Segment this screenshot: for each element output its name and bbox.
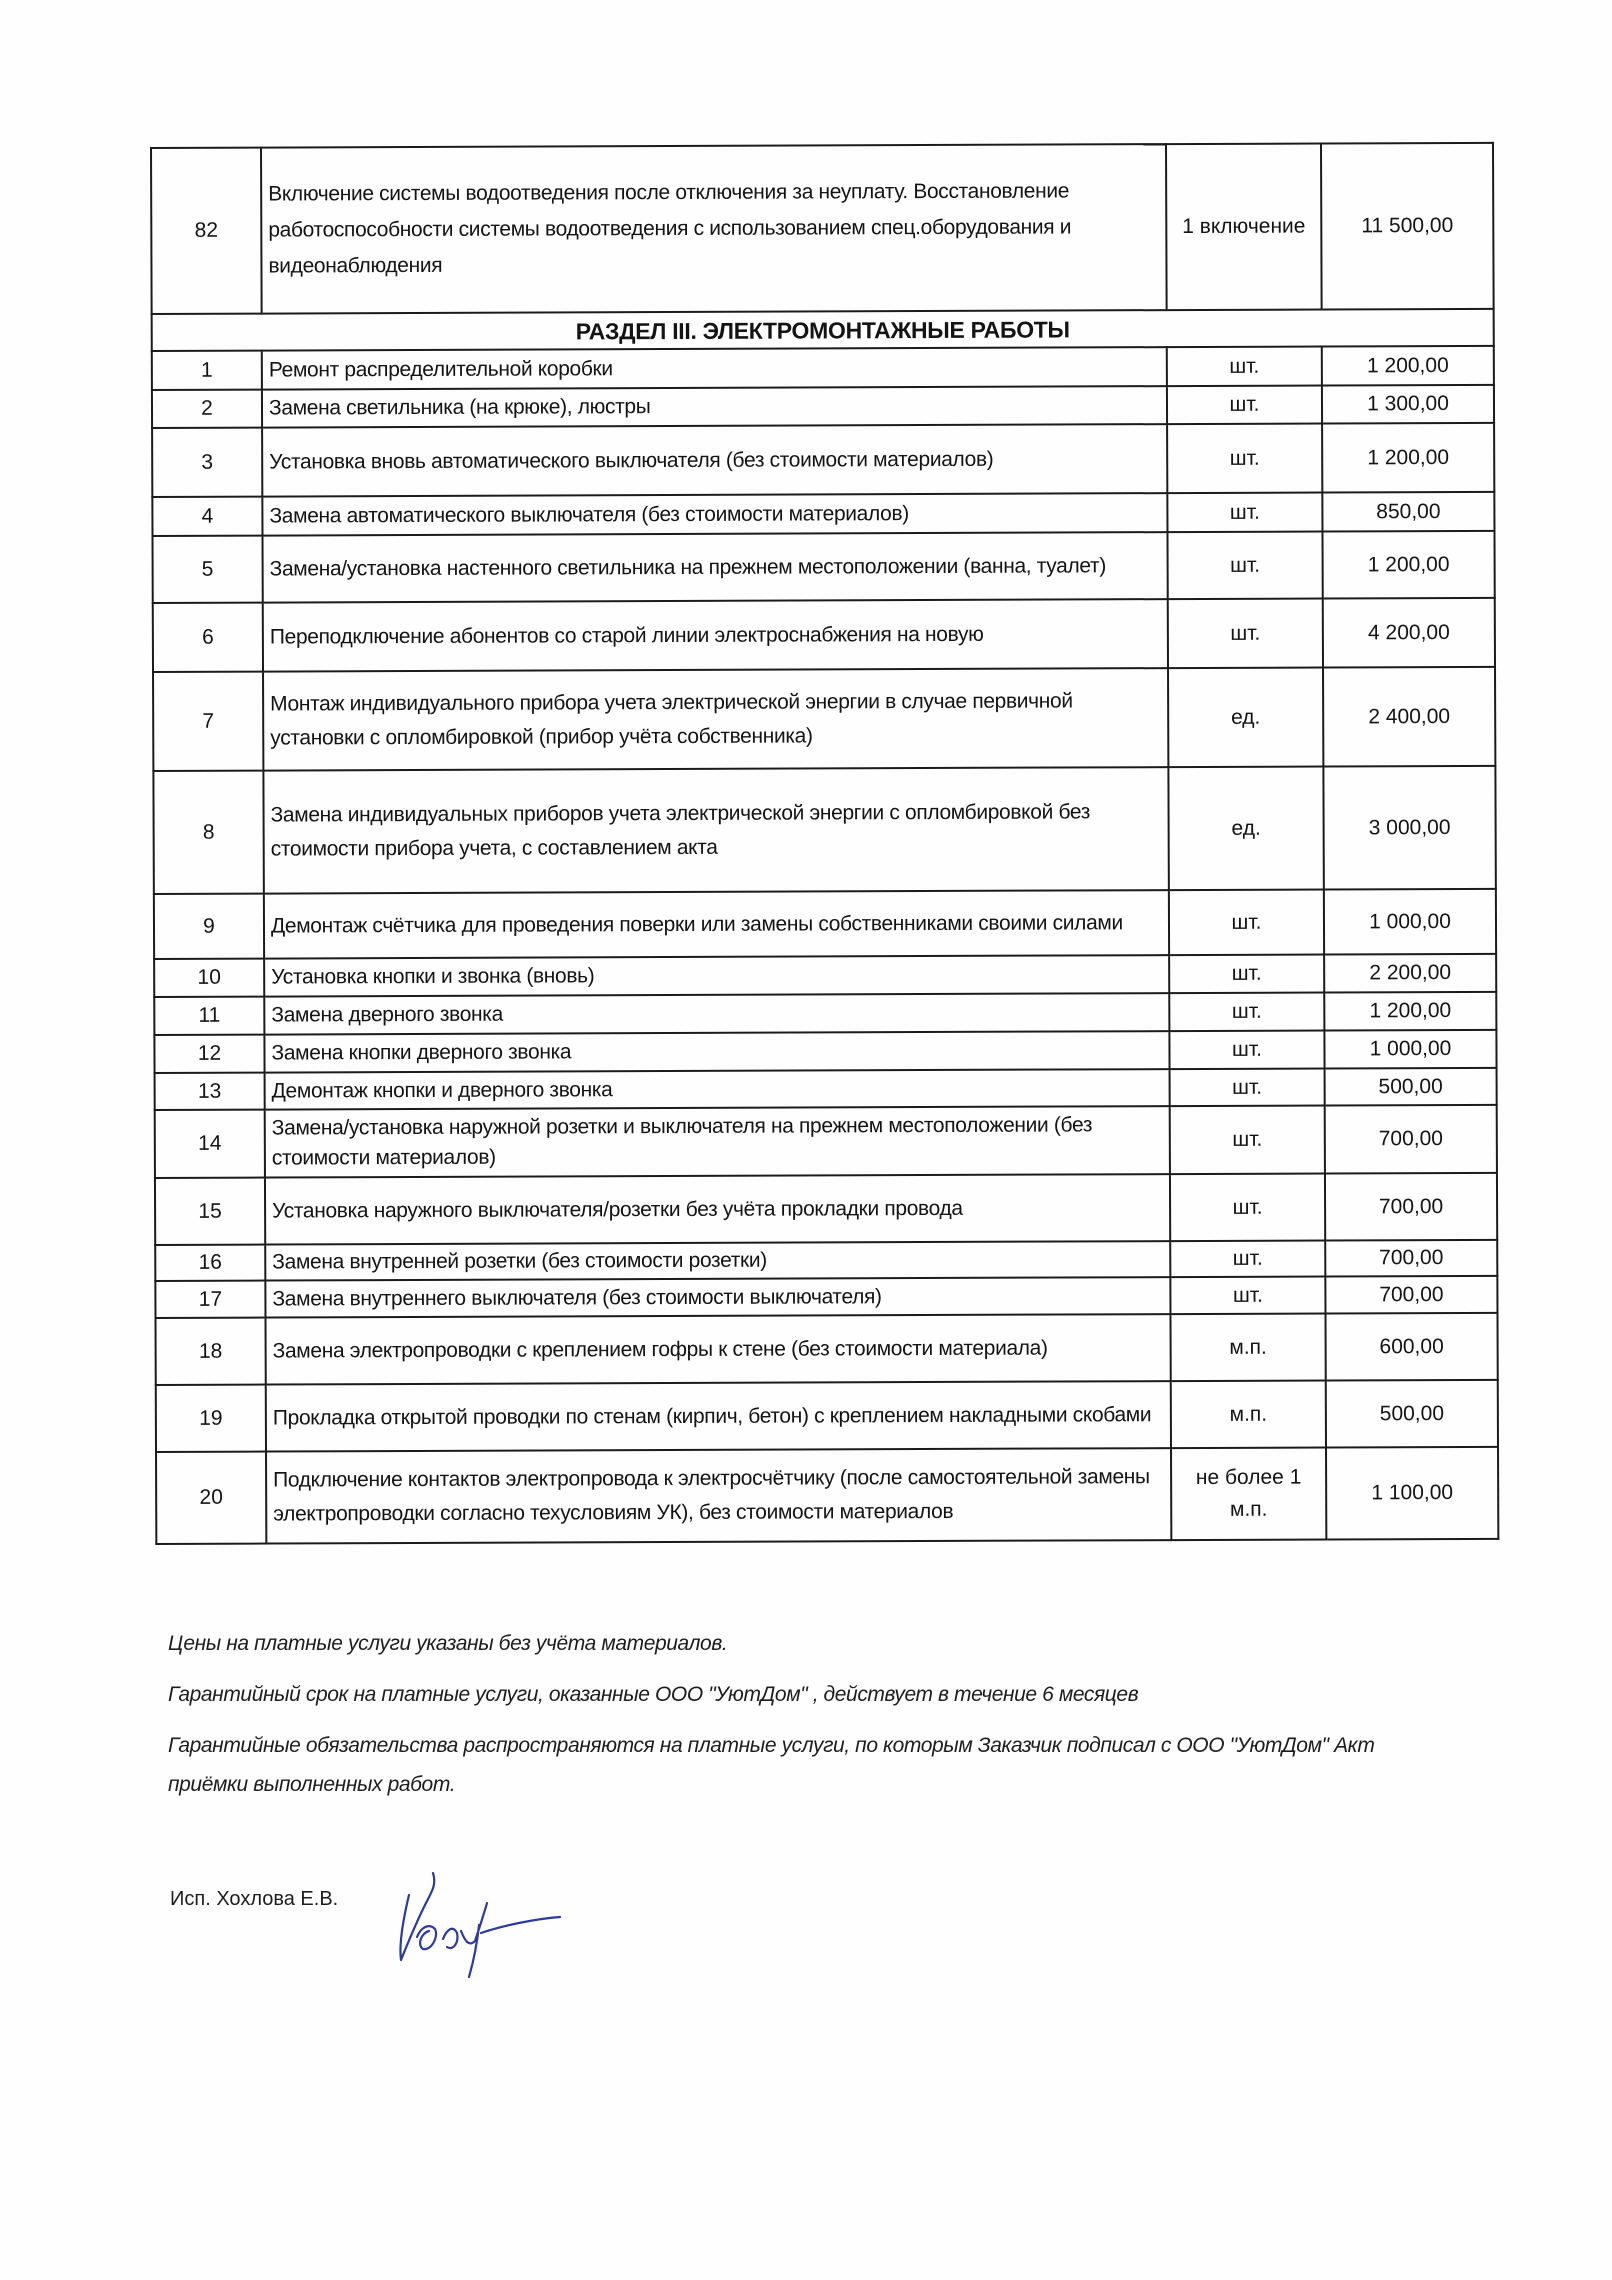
row-number: 11 — [154, 997, 264, 1035]
row-description: Переподключение абонентов со старой линии электроснабжения на новую — [263, 599, 1168, 671]
row-number: 5 — [152, 536, 262, 603]
table-row — [153, 766, 1495, 894]
row-unit: не более 1 м.п. — [1171, 1447, 1326, 1540]
table-row — [156, 1447, 1498, 1544]
row-unit: шт. — [1170, 1105, 1325, 1174]
row-unit: шт. — [1169, 1030, 1324, 1069]
price-list-table — [150, 142, 1499, 1545]
row-description: Демонтаж счётчика для проведения поверки или замены собственниками своими силами — [264, 890, 1169, 958]
row-number: 10 — [154, 959, 264, 997]
row-description: Замена кнопки дверного звонка — [264, 1031, 1169, 1072]
row-number: 9 — [154, 894, 264, 959]
table-row — [154, 889, 1496, 959]
row-description: Установка наружного выключателя/розетки без учёта прокладки провода — [265, 1174, 1170, 1244]
row-price: 11 500,00 — [1321, 143, 1494, 310]
table-row — [156, 1380, 1498, 1452]
row-number: 2 — [152, 390, 262, 428]
row-description: Замена светильника (на крюке), люстры — [262, 386, 1167, 427]
table-row — [155, 1105, 1497, 1178]
row-number: 13 — [155, 1073, 265, 1110]
row-number: 7 — [153, 672, 263, 771]
row-unit: шт. — [1167, 424, 1322, 494]
row-unit: 1 включение — [1166, 144, 1322, 311]
row-price: 1 200,00 — [1322, 346, 1494, 386]
note-warranty-period: Гарантийный срок на платные услуги, оказанные ООО "УютДом" , действует в течение 6 месяцев — [168, 1683, 1139, 1706]
row-description: Замена/установка наружной розетки и выключателя на прежнем местоположении (без стоимости материалов) — [265, 1106, 1170, 1177]
table-row — [154, 954, 1496, 997]
row-description: Монтаж индивидуального прибора учета электрической энергии в случае первичной установки с опломбировкой (прибор учёта собственника) — [263, 668, 1168, 770]
row-number: 19 — [156, 1385, 266, 1452]
row-price: 850,00 — [1322, 492, 1494, 532]
row-number: 3 — [152, 428, 262, 497]
row-description: Демонтаж кнопки и дверного звонка — [265, 1069, 1170, 1109]
note-materials: Цены на платные услуги указаны без учёта материалов. — [168, 1632, 728, 1655]
row-unit: м.п. — [1170, 1313, 1325, 1381]
row-number: 20 — [156, 1452, 266, 1544]
row-unit: шт. — [1169, 889, 1324, 955]
table-row — [155, 1240, 1497, 1281]
row-description: Замена внутренней розетки (без стоимости розетки) — [265, 1241, 1170, 1280]
row-price: 1 200,00 — [1324, 992, 1496, 1031]
row-price: 700,00 — [1325, 1276, 1497, 1314]
row-unit: ед. — [1168, 766, 1323, 890]
row-price: 1 300,00 — [1322, 385, 1494, 424]
table-row — [154, 992, 1496, 1035]
table-row — [154, 1030, 1496, 1073]
row-number: 15 — [155, 1178, 265, 1245]
row-price: 600,00 — [1325, 1313, 1497, 1381]
table-row — [155, 1173, 1497, 1245]
signer-name: Исп. Хохлова Е.В. — [170, 1888, 339, 1910]
row-unit: м.п. — [1171, 1380, 1326, 1448]
row-number: 82 — [151, 148, 262, 314]
table-row — [153, 598, 1495, 672]
row-unit: шт. — [1168, 599, 1323, 669]
handwritten-signature — [395, 1865, 565, 1980]
row-description: Замена индивидуальных приборов учета электрической энергии с опломбировкой без стоимости прибора учета, с составлением акта — [263, 767, 1168, 893]
row-description: Замена электропроводки с креплением гофры к стене (без стоимости материала) — [265, 1314, 1170, 1384]
row-number: 16 — [155, 1245, 265, 1281]
row-description: Замена дверного звонка — [264, 993, 1169, 1034]
row-description: Прокладка открытой проводки по стенам (кирпич, бетон) с креплением накладными скобами — [266, 1381, 1171, 1451]
table-row-82 — [151, 143, 1494, 314]
row-price: 500,00 — [1326, 1380, 1498, 1448]
row-number: 18 — [155, 1318, 265, 1385]
table-row — [152, 492, 1494, 536]
row-number: 1 — [152, 351, 262, 390]
row-description: Замена внутреннего выключателя (без стоимости выключателя) — [265, 1277, 1170, 1317]
row-number: 12 — [154, 1035, 264, 1073]
row-price: 2 200,00 — [1324, 954, 1496, 993]
row-price: 1 100,00 — [1326, 1447, 1498, 1540]
footer-notes — [168, 1624, 1468, 1816]
row-unit: шт. — [1167, 347, 1322, 387]
row-number: 17 — [155, 1281, 265, 1318]
row-unit: шт. — [1170, 1240, 1325, 1277]
section-header-row — [152, 309, 1494, 351]
row-description: Подключение контактов электропровода к электросчётчику (после самостоятельной замены электропроводки согласно техусловиям УК), без стоимости материалов — [266, 1448, 1171, 1543]
table-row — [152, 423, 1494, 497]
row-description: Замена/установка настенного светильника на прежнем местоположении (ванна, туалет) — [262, 532, 1167, 602]
row-price: 700,00 — [1325, 1240, 1497, 1277]
row-price: 3 000,00 — [1323, 766, 1495, 890]
table-row — [152, 531, 1494, 603]
row-description: Ремонт распределительной коробки — [262, 347, 1167, 389]
row-price: 1 000,00 — [1324, 1030, 1496, 1069]
row-price: 1 200,00 — [1322, 423, 1494, 493]
row-price: 2 400,00 — [1323, 667, 1495, 767]
row-description: Установка вновь автоматического выключателя (без стоимости материалов) — [262, 424, 1167, 496]
row-unit: ед. — [1168, 667, 1323, 767]
row-description: Включение системы водоотведения после отключения за неуплату. Восстановление работоспособности системы водоотведения с использованием спец.оборудования и видеонаблюдения — [261, 144, 1167, 313]
row-number: 4 — [152, 497, 262, 536]
table-row — [152, 385, 1494, 428]
row-unit: шт. — [1170, 1068, 1325, 1106]
row-unit: шт. — [1170, 1173, 1325, 1241]
row-unit: шт. — [1169, 954, 1324, 993]
table-row — [152, 346, 1494, 390]
note-warranty-scope: Гарантийные обязательства распространяются на платные услуги, по которым Заказчик подписал с ООО "УютДом" Акт приёмки выполненных работ. — [168, 1734, 1375, 1796]
row-price: 1 000,00 — [1324, 889, 1496, 955]
row-price: 700,00 — [1325, 1105, 1497, 1174]
row-number: 6 — [153, 603, 263, 672]
table-row — [155, 1276, 1497, 1318]
row-number: 8 — [153, 771, 263, 894]
section-title: РАЗДЕЛ III. ЭЛЕКТРОМОНТАЖНЫЕ РАБОТЫ — [152, 309, 1494, 351]
row-unit: шт. — [1167, 532, 1322, 600]
row-unit: шт. — [1169, 992, 1324, 1031]
table-row — [153, 667, 1495, 771]
row-unit: шт. — [1170, 1276, 1325, 1314]
row-price: 1 200,00 — [1322, 531, 1494, 599]
table-row — [155, 1313, 1497, 1385]
row-price: 4 200,00 — [1323, 598, 1495, 668]
row-unit: шт. — [1167, 386, 1322, 425]
row-unit: шт. — [1167, 493, 1322, 533]
row-number: 14 — [155, 1110, 265, 1178]
table-row — [155, 1068, 1497, 1110]
row-description: Замена автоматического выключателя (без стоимости материалов) — [262, 493, 1167, 535]
row-price: 500,00 — [1325, 1068, 1497, 1106]
row-price: 700,00 — [1325, 1173, 1497, 1241]
row-description: Установка кнопки и звонка (вновь) — [264, 955, 1169, 996]
